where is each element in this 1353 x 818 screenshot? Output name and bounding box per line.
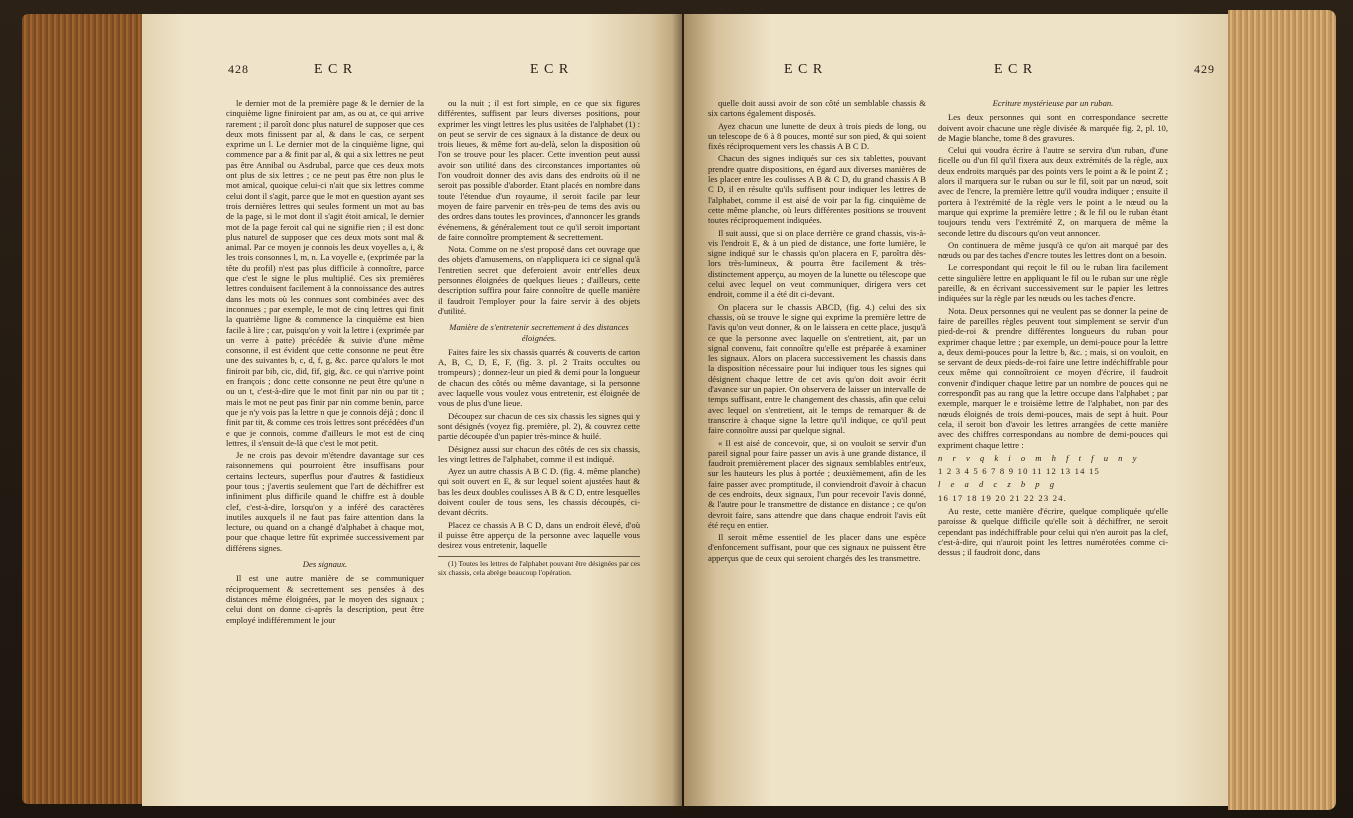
section-title: Manière de s'entretenir secrettement à des distances éloignées. bbox=[449, 322, 629, 343]
paragraph: Les deux personnes qui sont en correspondance secrette doivent avoir chacune une règle divisée & marquée fig. 2, pl. 10, de Magie blanche, tome 8 des gravures. bbox=[938, 112, 1168, 143]
right-page bbox=[684, 14, 1228, 806]
left-column-1 bbox=[226, 98, 424, 627]
section-title: Ecriture mystérieuse par un ruban. bbox=[992, 98, 1114, 108]
paragraph: Désignez aussi sur chacun des côtés de ces six chassis, les vingt lettres de l'alphabet, comme il est indiqué. bbox=[438, 443, 640, 464]
paragraph: Au reste, cette manière d'écrire, quelque compliquée qu'elle paroisse & quelque difficile qu'elle soit à déchiffrer, ne seroit cependant pas indéchiffrable pour celui qui n'en auroit pas la clef, c'est-à-dire, qui n'auroit point les lettres numérotées comme ci-dessus ; il faudroit donc, dans bbox=[938, 505, 1168, 558]
left-page bbox=[142, 14, 682, 806]
paragraph: Il seroit même essentiel de les placer dans une espèce d'enfoncement suffisant, pour que ces signaux ne puissent être apperçus que de ceux qui seroient chargés des les transmettre. bbox=[708, 532, 926, 563]
cipher-letters-row-1: n r v q k i o m h f t f u n y bbox=[938, 452, 1141, 463]
left-column-2 bbox=[438, 98, 640, 579]
paragraph: ou la nuit ; il est fort simple, en ce que six figures différentes, suffisent par leurs diverses positions, pour exprimer les vingt lettres les plus usitées de l'alphabet (1) : on peut se servir de ces signaux à la distance de deux ou trois lieues, & même fort au-delà, selon la disposition où l'on se trouve pour les placer. Cette invention peut aussi avoir son utilité dans des circonstances importantes où l'on voudroit donner des avis dans des endroits où il ne seroit pas possible d'aborder. Etant placés en nombre dans toute l'étendue d'un royaume, il seroit facile par leur moyen de faire parvenir en très-peu de tems des avis ou des ordres dans toutes les provinces, d'annoncer les grands événemens, & généralement tout ce qu'il seroit important de faire connoître promptement & secrettement. bbox=[438, 98, 640, 242]
right-column-1 bbox=[708, 98, 926, 565]
right-page-number: 429 bbox=[1194, 62, 1215, 76]
cipher-letters-row-2: l e a d c z b p g bbox=[938, 479, 1059, 490]
paragraph: Découpez sur chacun de ces six chassis les signes qui y sont désignés (voyez fig. première, pl. 2), & couvrez cette partie découpée d'un papier très-mince & huilé. bbox=[438, 410, 640, 442]
footnote: (1) Toutes les lettres de l'alphabet pouvant être désignées par ces six chassis, cela abrège beaucoup l'opération. bbox=[438, 556, 640, 577]
right-page-edges bbox=[1228, 10, 1336, 810]
left-page-header-col2: E C R bbox=[530, 62, 570, 77]
left-page-edges bbox=[22, 14, 142, 804]
paragraph: Chacun des signes indiqués sur ces six tablettes, pouvant prendre quatre dispositions, en égard aux diverses manières de les placer entre les coulisses A B & C D, du grand chassis A B C D, il en résulte qu'ils suffisent pour indiquer les lettres de l'alphabet, comme il est aisé de voir par la fig. cinquième de cette même planche, où leurs différentes positions se trouvent toutes réciproquement indiquées. bbox=[708, 153, 926, 226]
paragraph: Nota. Comme on ne s'est proposé dans cet ouvrage que des objets d'amusemens, on n'appliquera ici ce signal qu'à l'entretien secret que deferoient avoir entr'elles deux personnes éloignées de quelques lieues ; d'ailleurs, cette description suffira pour faire connoître de quelle manière il faudroit l'employer pour la faire servir à des objets d'utilité. bbox=[438, 244, 640, 316]
paragraph: Nota. Deux personnes qui ne veulent pas se donner la peine de faire de pareilles règles peuvent tout simplement se servir d'un pied-de-roi & prendre différentes longueurs du ruban pour exprimer chaque lettre ; par exemple, un demi-pouce pour la lettre a, deux demi-pouces pour la lettre b, &c. ; mais, si on vouloit, en se servant de deux pieds-de-roi faire une lettre indéchiffrable pour ceux même qui connoîtroient ce moyen d'écrire, il faudroit convenir d'indiquer chaque lettre par un nombre de pouces qui ne correspondît pas au rang que la lettre occupe dans l'alphabet ; par exemple, marquer le e troisième lettre de l'alphabet, non par des nœuds éloignés de trois demi-pouces, mais de sept à huit. Pour cela, il seroit bon d'avoir les lettres arrangées de cette manière avec des chiffres correspondans au nombre de demi-pouces qui expriment chaque lettre : bbox=[938, 305, 1168, 450]
left-page-number: 428 bbox=[228, 62, 249, 76]
paragraph: Il suit aussi, que si on place derrière ce grand chassis, vis-à-vis l'endroit E, & à un pied de distance, une forte lumière, le signe indiqué sur le chassis qu'on placera en F, paroîtra dès-lors très-lumineux, & pourra être facilement & très-distinctement apperçu, au moyen de la lunette ou télescope que celui avec lequel on veut communiquer, dirigera vers cet endroit, comme il a été dit ci-devant. bbox=[708, 227, 926, 300]
paragraph: Le correspondant qui reçoit le fil ou le ruban lira facilement cette singulière lettre en appliquant le fil ou le ruban sur une règle pareille, & en écrivant successivement sur le papier les lettres indiquées sur la règle par les nœuds ou les taches d'encre. bbox=[938, 262, 1168, 304]
section-title: Des signaux. bbox=[302, 559, 348, 570]
paragraph: Ayez chacun une lunette de deux à trois pieds de long, ou un telescope de 6 à 8 pouces, monté sur son pied, & qui soient fixés réciproquement vers les chassis A B C D. bbox=[708, 120, 926, 152]
right-column-2 bbox=[938, 98, 1168, 559]
paragraph: Placez ce chassis A B C D, dans un endroit élevé, d'où il puisse être apperçu de la personne avec laquelle vous desirez vous entretenir, laquelle bbox=[438, 519, 640, 551]
paragraph: On placera sur le chassis ABCD, (fig. 4.) celui des six chassis, où se trouve le signe qui exprime la première lettre de l'avis qu'on veut donner, & on le laissera en cette place, jusqu'à ce que la personne avec laquelle on s'entretient, ait, par un signal convenu, fait connoître qu'elle est préparée à examiner les signaux. Alors on placera successivement les chassis dans la disposition nécessaire pour lui indiquer tous les signes qui désignent chaque lettre de cet avis qu'on doit avoir écrit d'avance sur un papier. On observera de laisser un intervalle de temps suffisant, entre le changement des chassis, afin que celui avec lequel on s'entretient, ait le temps de remarquer & de transcrire à chaque signe la lettre qu'il indique, ce qu'il peut faire connoître aussi par quelque signal. bbox=[708, 301, 926, 436]
paragraph: On continuera de même jusqu'à ce qu'on ait marqué par des nœuds ou par des taches d'encre toutes les lettres dont on a besoin. bbox=[938, 239, 1168, 261]
paragraph: Je ne crois pas devoir m'étendre davantage sur ces raisonnemens qui pourroient être insuffisans pour certains lecteurs, superflus pour d'autres & fastidieux pour tous ; j'avertis seulement que l'art de déchiffrer est infiniment plus difficile quand le chiffre est à double clef, c'est-à-dire, lorsqu'on y a inféré des caractères inutiles auxquels il ne faut pas faire attention dans la lecture, ou quand on a changé d'alphabet à chaque mot, pour que chaque lettre fût exprimée successivement par différens signes. bbox=[226, 450, 424, 553]
paragraph: le dernier mot de la première page & le dernier de la cinquième ligne finiroient par am, as ou at, ce qui arrive rarement ; il paroît donc plus naturel de supposer que ces deux mots finissent par al, & dans le cas, ce serpent exprime un l. Le dernier mot de la cinquième ligne, qui commence par a & finit par al, & qui a six lettres ne peut pas être Annibal ou Asdrubal, parce que ces deux mots ont plus de six lettres ; ce ne peut pas être non plus le mot amical, quoique celui-ci n'ait que six lettres comme celui dont il s'agit, parce que le mot en question ayant ses trois dernières lettres qui seules forment un mot au bas de la page, si le mot dont il s'agit étoit amical, le dernier mot de la page feroit cal qui ne signifie rien ; il est donc plus naturel de supposer que ces deux mots sont mal & animal. Par ce moyen je connois les deux voyelles a, i, & les trois consonnes l, m, n. La voyelle e, (exprimée par la tête du profil) n'est pas plus difficile à connoître, parce que c'est le signe le plus multiplié. Ces six premières lettres conduisent facilement à la connoissance des autres dans les mots où les connues sont combinées avec des inconnues ; par exemple, le mot de cinq lettres qui finit la quatrième ligne & commence la cinquième est bien facile à lire ; car, puisqu'on y voit la lettre i (exprimée par un verre à patte) précédée & suivie d'une même consonne, il est évident que cette consonne ne peut être une des suivantes b, c, d, f, g, &c. parce qu'alors le mot finiroit par bib, cic, did, fif, gig, &c. ce qui n'arrive point en françois ; donc cette consonne ne peut être qu'une n ou un t, c'est-à-dire que le mot finit par nin ou par tit ; mais le mot ne peut pas finir par nin comme benin, parce que je n'y vois pas la lettre n que je connois déjà ; donc il finit par tit, & comme ces trois lettres sont précédées d'un e que je connois, comme d'ailleurs le mot est de cinq lettres, il s'ensuit de-là que c'est le mot petit. bbox=[226, 98, 424, 448]
paragraph: Faites faire les six chassis quarrés & couverts de carton A, B, C, D, E, F, (fig. 3. pl. 2 Traits occultes ou trompeurs) ; donnez-leur un pied & demi pour la longueur de chacun des côtés ou même davantage, si la personne avec laquelle vous voulez vous entretenir, est éloignée de vous de plus d'une lieue. bbox=[438, 346, 640, 409]
right-page-header-col1: E C R bbox=[784, 62, 824, 77]
cipher-numbers-row-1: 1 2 3 4 5 6 7 8 9 10 11 12 13 14 15 bbox=[938, 466, 1100, 477]
paragraph: quelle doit aussi avoir de son côté un semblable chassis & six cartons également disposés. bbox=[708, 98, 926, 119]
right-page-header: E C R bbox=[994, 62, 1034, 77]
paragraph: « Il est aisé de concevoir, que, si on vouloit se servir d'un pareil signal pour faire passer un avis à une grande distance, il faudroit premièrement placer des signaux semblables entr'eux, sur les hauteurs les plus à portée ; deuxièmement, afin de les faire passer avec promptitude, il conviendroit d'avoir à chacun de ces endroits, deux signaux, l'un pour recevoir l'avis donné, & l'autre pour le transmettre de distance en distance ; ce qu'on devroit faire, sans attendre que dans chaque endroit l'avis eût été reçu en entier. bbox=[708, 437, 926, 530]
cipher-numbers-row-2: 16 17 18 19 20 21 22 23 24. bbox=[938, 492, 1068, 503]
paragraph: Il est une autre manière de se communiquer réciproquement & secrettement ses pensées à des distances même éloignées, par le moyen des signaux ; celui dont on donne ci-après la description, peut être employé indifféremment le jour bbox=[226, 573, 424, 625]
left-page-header: E C R bbox=[314, 62, 354, 77]
paragraph: Ayez un autre chassis A B C D. (fig. 4. même planche) qui soit ouvert en E, & sur lequel soient ajustées haut & bas les deux doubles coulisses A B & C D, entre lesquelles doivent couler de tous sens, les chassis découpés, ci-devant décrits. bbox=[438, 466, 640, 518]
paragraph: Celui qui voudra écrire à l'autre se servira d'un ruban, d'une ficelle ou d'un fil qu'il fixera aux deux extrémités de la règle, aux deux endroits marqués par des points vers le point a & le point Z ; alors il marquera sur le ruban ou sur le fil, soit par un nœud, soit avec de l'encre, la première lettre qu'il voudra indiquer ; ensuite il portera à l'extrémité de la règle vers le point a le nœud ou la marque qui exprime la première lettre ; & le fil ou le ruban étant toujours tendu vers l'extrémité Z, on marquera de même la seconde lettre du discours qu'on veut annoncer. bbox=[938, 145, 1168, 238]
